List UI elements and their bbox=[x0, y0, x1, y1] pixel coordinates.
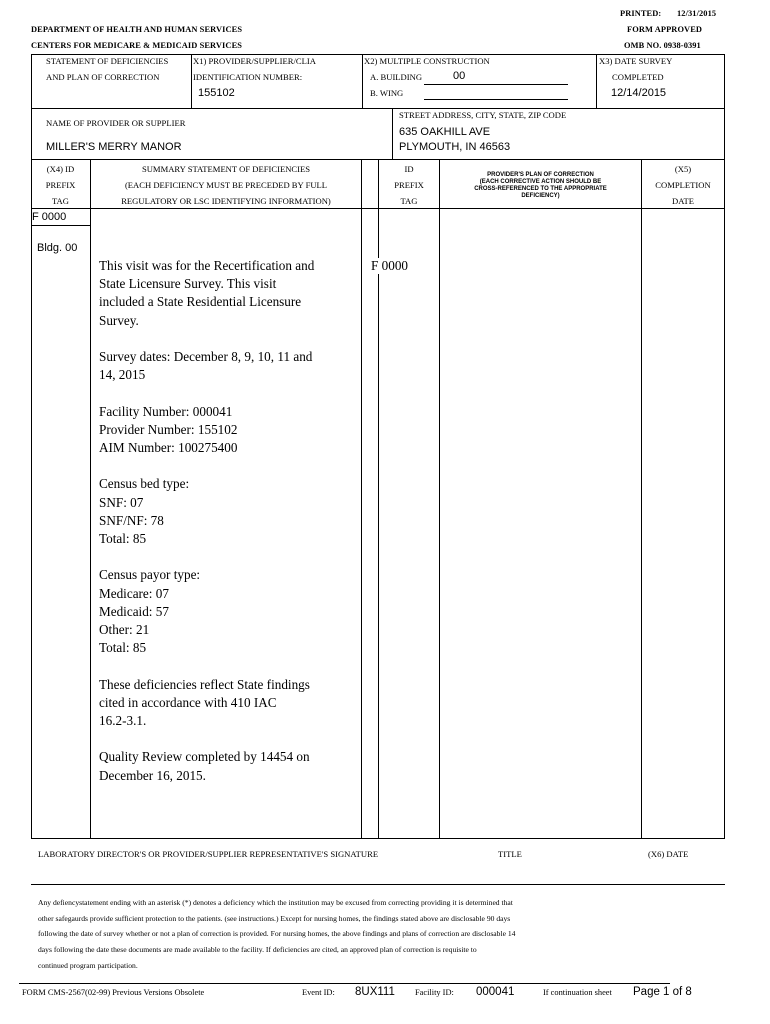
right-prefix-tag: F 0000 bbox=[371, 258, 409, 273]
x2-label: X2) MULTIPLE CONSTRUCTION bbox=[364, 56, 490, 66]
date-header: DATE bbox=[672, 196, 694, 206]
building-label: A. BUILDING bbox=[370, 72, 423, 82]
deficiency-paragraph bbox=[99, 475, 314, 548]
x1-label: X1) PROVIDER/SUPPLIER/CLIA bbox=[193, 56, 316, 66]
identification-label: IDENTIFICATION NUMBER: bbox=[193, 72, 303, 82]
deficiency-line: Survey. bbox=[99, 312, 139, 328]
address-line-1: 635 OAKHILL AVE bbox=[399, 126, 491, 138]
disclaimer bbox=[38, 895, 515, 974]
deficiency-line: 14, 2015 bbox=[99, 367, 146, 383]
event-id-label: Event ID: bbox=[302, 988, 335, 997]
deficiency-line: Survey dates: December 8, 9, 10, 11 and bbox=[99, 349, 313, 364]
signature-label: LABORATORY DIRECTOR'S OR PROVIDER/SUPPLIER REPRESENTATIVE'S SIGNATURE bbox=[38, 849, 379, 859]
disclaimer-line: following the date of survey whether or not a plan of correction is provided. For nursing homes, the above findings and plans of correction are disclosable 14 bbox=[38, 929, 516, 939]
id-header: ID bbox=[404, 164, 414, 174]
continuation-label: If continuation sheet bbox=[543, 988, 612, 997]
omb-number: OMB NO. 0938-0391 bbox=[624, 41, 701, 50]
prefix-tag: F 0000 bbox=[32, 211, 67, 223]
plan-header-3: CROSS-REFERENCED TO THE APPROPRIATE bbox=[474, 186, 607, 192]
building-tag: Bldg. 00 bbox=[37, 242, 78, 254]
x4-tag-header: TAG bbox=[52, 196, 69, 206]
agency-title: CENTERS FOR MEDICARE & MEDICAID SERVICES bbox=[31, 41, 243, 50]
id-prefix-header: PREFIX bbox=[394, 180, 424, 190]
printed-label: PRINTED: bbox=[620, 9, 662, 18]
deficiency-paragraph bbox=[99, 257, 314, 330]
building-value: 00 bbox=[453, 70, 466, 82]
facility-id-value: 000041 bbox=[476, 986, 515, 998]
signature-date-label: (X6) DATE bbox=[648, 849, 689, 859]
plan-header-2: (EACH CORRECTIVE ACTION SHOULD BE bbox=[479, 179, 602, 185]
plan-header-4: DEFICIENCY) bbox=[521, 193, 560, 199]
deficiency-line: Facility Number: 000041 bbox=[99, 403, 233, 419]
plan-header-1: PROVIDER'S PLAN OF CORRECTION bbox=[487, 172, 594, 178]
x5-header: (X5) bbox=[674, 164, 692, 174]
summary-header-3: REGULATORY OR LSC IDENTIFYING INFORMATION) bbox=[121, 196, 331, 206]
provider-name-value: MILLER'S MERRY MANOR bbox=[46, 141, 182, 153]
form-number: FORM CMS-2567(02-99) Previous Versions Obsolete bbox=[22, 988, 205, 997]
completion-header: COMPLETION bbox=[655, 180, 711, 190]
id-tag-header: TAG bbox=[400, 196, 418, 206]
deficiency-line: AIM Number: 100275400 bbox=[99, 440, 238, 455]
provider-id-value: 155102 bbox=[198, 87, 235, 99]
deficiency-line: December 16, 2015. bbox=[99, 767, 206, 783]
form-approved: FORM APPROVED bbox=[627, 25, 703, 34]
department-title: DEPARTMENT OF HEALTH AND HUMAN SERVICES bbox=[31, 25, 243, 34]
survey-completed-date: 12/14/2015 bbox=[611, 87, 667, 99]
deficiency-line: Quality Review completed by 14454 on bbox=[99, 749, 310, 765]
deficiency-statement bbox=[99, 257, 314, 803]
provider-name-label: NAME OF PROVIDER OR SUPPLIER bbox=[46, 118, 186, 128]
deficiency-line: State Licensure Survey. This visit bbox=[99, 276, 277, 292]
deficiency-line: These deficiencies reflect State findings bbox=[99, 676, 310, 692]
deficiency-line: included a State Residential Licensure bbox=[99, 294, 302, 310]
deficiency-line: cited in accordance with 410 IAC bbox=[99, 694, 277, 710]
deficiency-line: Provider Number: 155102 bbox=[99, 421, 238, 437]
deficiency-line: SNF: 07 bbox=[99, 494, 144, 510]
disclaimer-line: Any defiencystatement ending with an asterisk (*) denotes a deficiency which the institution may be excused from correcting providing it is determined that bbox=[38, 898, 513, 907]
deficiency-line: SNF/NF: 78 bbox=[99, 512, 164, 528]
summary-header-1: SUMMARY STATEMENT OF DEFICIENCIES bbox=[141, 164, 311, 174]
statement-label: STATEMENT OF DEFICIENCIES bbox=[46, 56, 169, 66]
deficiency-paragraph bbox=[99, 566, 314, 657]
disclaimer-line: days following the date these documents are made available to the facility. If deficiencies are cited, an approved plan of correction is requisite to bbox=[38, 945, 477, 955]
deficiency-line: Census bed type: bbox=[99, 476, 190, 492]
plan-label: AND PLAN OF CORRECTION bbox=[46, 72, 160, 82]
deficiency-paragraph bbox=[99, 748, 314, 784]
address-label: STREET ADDRESS, CITY, STATE, ZIP CODE bbox=[399, 110, 567, 120]
deficiency-paragraph bbox=[99, 403, 314, 458]
address-line-2: PLYMOUTH, IN 46563 bbox=[399, 141, 511, 153]
facility-id-label: Facility ID: bbox=[415, 988, 454, 997]
page-number: Page 1 of 8 bbox=[633, 986, 692, 998]
completed-label: COMPLETED bbox=[612, 72, 664, 82]
event-id-value: 8UX111 bbox=[355, 986, 395, 998]
printed-date: 12/31/2015 bbox=[677, 9, 717, 18]
deficiency-paragraph bbox=[99, 348, 314, 384]
deficiency-line: This visit was for the Recertification and bbox=[99, 258, 315, 273]
x3-label: X3) DATE SURVEY bbox=[599, 56, 673, 66]
disclaimer-line: other safegaurds provide sufficient protection to the patients. (see instructions.) Except for nursing homes, the findings stated above are disclosable 90 days bbox=[38, 913, 511, 923]
disclaimer-line: continued program participation. bbox=[38, 960, 138, 970]
deficiency-line: Medicare: 07 bbox=[99, 585, 169, 601]
title-label: TITLE bbox=[498, 849, 522, 859]
summary-header-2: (EACH DEFICIENCY MUST BE PRECEDED BY FULL bbox=[124, 180, 328, 190]
deficiency-line: Total: 85 bbox=[99, 640, 147, 656]
deficiency-line: Census payor type: bbox=[99, 567, 201, 583]
deficiency-paragraph bbox=[99, 676, 314, 731]
deficiency-line: Medicaid: 57 bbox=[99, 603, 169, 619]
x4-id-header: (X4) ID bbox=[46, 164, 75, 174]
deficiency-line: Total: 85 bbox=[99, 531, 147, 546]
wing-label: B. WING bbox=[370, 88, 404, 98]
x4-prefix-header: PREFIX bbox=[45, 180, 76, 190]
deficiency-line: Other: 21 bbox=[99, 622, 150, 637]
deficiency-line: 16.2-3.1. bbox=[99, 713, 147, 728]
